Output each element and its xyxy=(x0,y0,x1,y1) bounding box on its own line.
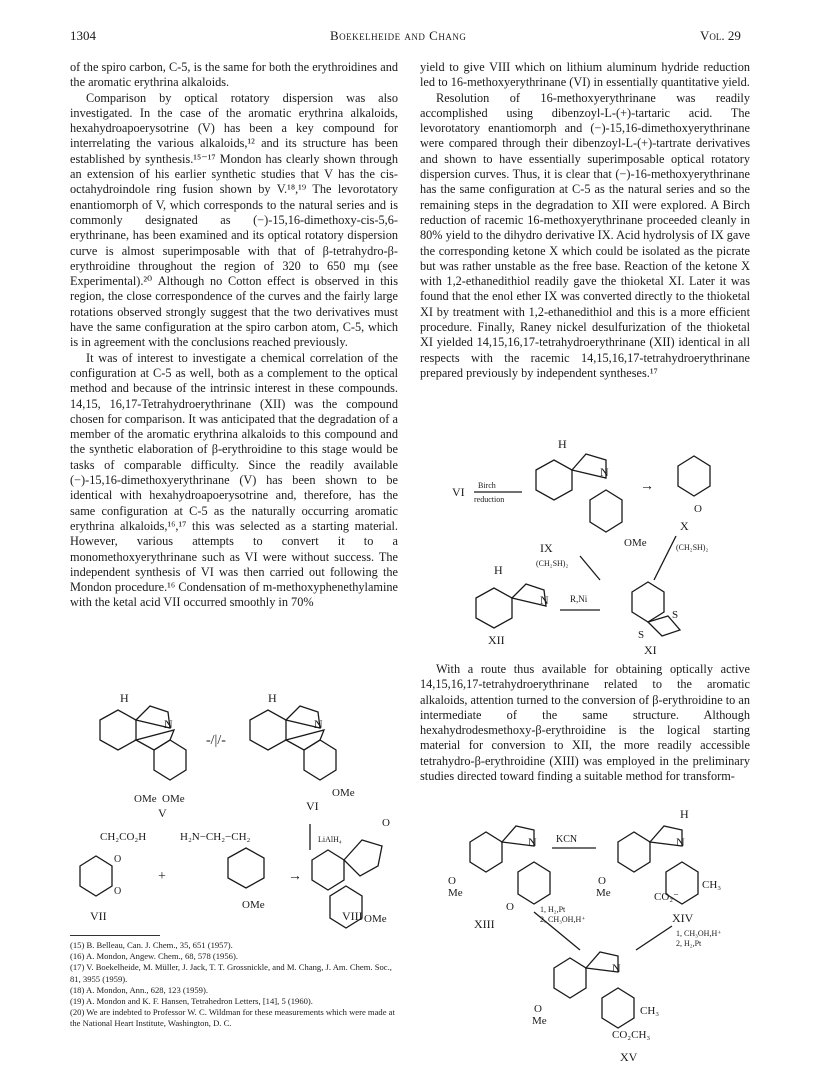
svg-text:CH₂CO₂H: CH₂CO₂H xyxy=(100,831,147,843)
svg-text:O: O xyxy=(534,1003,542,1015)
reagent-step-a1: 1, H₂,Pt xyxy=(540,905,566,914)
svg-text:O: O xyxy=(598,875,606,887)
svg-text:N: N xyxy=(540,593,549,607)
compound-label-V: V xyxy=(158,806,167,820)
volume-label: Vol. 29 xyxy=(700,28,741,43)
svg-text:Me: Me xyxy=(596,887,611,899)
reference-item: (15) B. Belleau, Can. J. Chem., 35, 651 (1957). xyxy=(70,940,233,950)
page-number: 1304 xyxy=(70,28,96,43)
paragraph: yield to give VIII which on lithium aluminum hydride reduction led to 16-methoxyerythrinane (VI) in essentially quantitative yield. xyxy=(420,60,750,90)
structure-XI xyxy=(632,582,680,657)
left-text-column xyxy=(70,60,398,611)
reference-item: (20) We are indebted to Professor W. C. Wildman for these measurements which were made at the National Heart Institute, Washington, D. C. xyxy=(70,1007,395,1029)
compound-label-XIV: XIV xyxy=(672,911,694,925)
svg-text:O: O xyxy=(448,875,456,887)
reagent-dithiol: (CH₂SH)₂ xyxy=(536,559,569,568)
compound-label-VI: VI xyxy=(306,799,319,813)
atom-label: N xyxy=(164,717,173,731)
svg-text:OMe: OMe xyxy=(364,913,387,925)
svg-text:H: H xyxy=(558,437,567,451)
svg-text:O: O xyxy=(506,901,514,913)
reference-item: (17) V. Boekelheide, M. Müller, J. Jack, T. T. Grossnickle, and M. Chang, J. Am. Chem. Soc., 81, 3955 (1959). xyxy=(70,962,392,984)
paragraph: It was of interest to investigate a chemical correlation of the configuration at C-5 as well, both as a complement to the optical method and because of the intrinsic interest in these compounds. 14,15, 16,17-Tetrahydroerythrinane (XII) was the compound chosen for comparison. It was anticipated that the degradation of a member of the aromatic erythrina alkaloids to this compound and the synthetic elaboration of β-erythroidine to this stage would be tasks of comparable difficulty. Since the readily available (−)-15,16-dimethoxyerythrinane (V) has been shown to be identical with hexahydroapoerysotrine and, therefore, has the same configuration at C-5 as the naturally occurring aromatic erythrina alkaloids,¹⁶,¹⁷ this was selected as a starting material. However, various attempts to convert it to a monomethoxyerythrinane such as VI were without success. The independent synthesis of VI was then carried out following the Mondon procedure.¹⁶ Condensation of m-methoxyphenethylamine with the ketal acid VII occurred smoothly in 70% xyxy=(70,350,398,610)
structure-XIV xyxy=(596,807,721,925)
svg-text:CO₂⁻: CO₂⁻ xyxy=(654,891,679,903)
reagent-reduction: reduction xyxy=(474,495,505,504)
references-footnotes xyxy=(70,935,400,1030)
blocked-arrow: -/|/- xyxy=(206,733,226,748)
reagent-step-b2: 2, H₂,Pt xyxy=(676,939,702,948)
scheme-2-structures xyxy=(440,437,740,657)
reference-item: (19) A. Mondon and K. F. Hansen, Tetrahedron Letters, [14], 5 (1960). xyxy=(70,996,313,1007)
right-text-column-top xyxy=(420,60,750,381)
svg-text:O: O xyxy=(694,503,702,515)
compound-label-XII: XII xyxy=(488,633,505,647)
structure-XII xyxy=(476,563,549,647)
compound-label-X: X xyxy=(680,519,689,533)
svg-text:S: S xyxy=(672,609,679,621)
svg-text:Me: Me xyxy=(532,1015,547,1027)
reference-item: (18) A. Mondon, Ann., 628, 123 (1959). xyxy=(70,984,208,995)
compound-label-XV: XV xyxy=(620,1050,638,1064)
svg-text:→: → xyxy=(640,479,654,494)
reagent-step-b1: 1, CH₃OH,H⁺ xyxy=(676,929,722,938)
svg-text:O: O xyxy=(382,817,390,829)
svg-text:N: N xyxy=(600,465,609,479)
svg-text:CO₂CH₃: CO₂CH₃ xyxy=(612,1029,651,1041)
scheme-3-structures xyxy=(440,800,750,1040)
svg-text:N: N xyxy=(528,835,537,849)
scheme-1-structures xyxy=(70,690,410,930)
amine-label: H₂N−CH₂−CH₂ xyxy=(180,831,251,843)
svg-text:CH₃: CH₃ xyxy=(702,879,722,891)
reference-item: (16) A. Mondon, Angew. Chem., 68, 578 (1956). xyxy=(70,951,238,962)
svg-text:N: N xyxy=(676,835,685,849)
structure-XIII xyxy=(448,826,550,931)
atom-label: OMe xyxy=(134,793,157,805)
running-head: Boekelheide and Chang xyxy=(330,28,467,43)
svg-text:H: H xyxy=(494,563,503,577)
compound-label-IX: IX xyxy=(540,541,553,555)
svg-text:N: N xyxy=(314,717,323,731)
atom-label: OMe xyxy=(162,793,185,805)
reagent-birch: Birch xyxy=(478,481,496,490)
svg-text:O: O xyxy=(114,886,122,897)
arrow: → xyxy=(288,869,302,884)
compound-label-XIII: XIII xyxy=(474,917,495,931)
paragraph: Resolution of 16-methoxyerythrinane was readily accomplished using dibenzoyl-L-(+)-tartaric acid. The levorotatory enantiomorph and (−)-15,16-dimethoxyerythrinane were compared through their dibenzoyl-L-(+)-tartrate derivatives and shown to have essentially superimposable optical rotatory dispersion curves. Thus, it is clear that (−)-16-methoxyerythrinane has the same configuration at C-5 as the natural series and so the remaining steps in the degradation to XII were explored. A Birch reduction of racemic 16-methoxyerythrinane proceeded cleanly in 80% yield to the dihydro derivative IX. Acid hydrolysis of IX gave the corresponding ketone X which could be isolated as the picrate but was rather unstable as the free base. Reaction of the ketone X with 1,2-ethanedithiol readily gave the thioketal XI. Later it was found that the enol ether IX was converted directly to the thioketal XI by treatment with 1,2-ethanedithiol and this is a more efficient procedure. Finally, Raney nickel desulfurization of the thioketal XI yielded 14,15,16,17-tetrahydroerythrinane (XII) identical in all respects with the racemic 14,15,16,17-tetrahydroerythrinane prepared previously by independent syntheses.¹⁷ xyxy=(420,90,750,380)
svg-text:(CH₂SH)₂: (CH₂SH)₂ xyxy=(676,543,709,552)
svg-text:CH₃: CH₃ xyxy=(640,1005,660,1017)
right-text-column-middle xyxy=(420,662,750,784)
structure-V xyxy=(100,691,186,820)
compound-label-VIII: VIII xyxy=(342,909,363,923)
atom-label: H xyxy=(120,691,129,705)
svg-text:H: H xyxy=(268,691,277,705)
svg-text:N: N xyxy=(612,961,621,975)
structure-X xyxy=(678,456,710,533)
plus-sign: + xyxy=(158,869,166,884)
svg-text:OMe: OMe xyxy=(624,537,647,549)
paragraph: Comparison by optical rotatory dispersion was also investigated. In the case of the aromatic erythrina alkaloids, hexahydroapoerysotrine (V) has been a key compound for interrelating the various alkaloids,¹² and its structure has been established by synthesis.¹⁵⁻¹⁷ Mondon has clearly shown through an extension of his earlier synthetic studies that V has the cis-octahydroindole ring fusion shown by V.¹⁸,¹⁹ The levorotatory enantiomorph of V, which corresponds to the natural series and is commonly designated as (−)-15,16-dimethoxy-cis-5,6-erythrinane, has been examined and its optical rotatory dispersion curve is almost superimposable with that of β-tetrahydro-β-erythroidine throughout the region of 320 to 650 mμ (see Experimental).²⁰ Although no Cotton effect is observed in this region, the close correspondence of the curves and the fairly large rotations observed strongly suggest that the two derivatives must have the same configuration at the spiro carbon atom, C-5, which is in agreement with the conclusions reached previously. xyxy=(70,90,398,350)
compound-label-XI: XI xyxy=(644,643,657,657)
structure-VII xyxy=(80,831,146,923)
reagent-raney-nickel: R,Ni xyxy=(570,594,588,604)
footnote-rule xyxy=(70,935,160,936)
paragraph: of the spiro carbon, C-5, is the same for both the erythroidines and the aromatic erythrina alkaloids. xyxy=(70,60,398,90)
compound-label-VI: VI xyxy=(452,485,465,499)
structure-VIII xyxy=(312,817,390,928)
svg-text:OMe: OMe xyxy=(242,899,265,911)
reagent-lialh4: LiAlH₄ xyxy=(318,835,342,844)
compound-label-VII: VII xyxy=(90,909,107,923)
reagent-step-a2: 2, CH₃OH,H⁺ xyxy=(540,915,586,924)
reagent-kcn: KCN xyxy=(556,834,578,845)
structure-VI xyxy=(250,691,355,813)
svg-text:H: H xyxy=(680,807,689,821)
structure-XV xyxy=(532,952,659,1041)
paragraph: With a route thus available for obtaining optically active 14,15,16,17-tetrahydroerythrinane related to the aromatic alkaloids, attention turned to the conversion of β-erythroidine to an intermediate of the same structure. Although hexahydrodesmethoxy-β-erythroidine is the logical starting material for conversion to XII, the more readily accessible tetrahydro-β-erythroidine (XIII) was employed in the preliminary studies directed toward finding a suitable method for transform- xyxy=(420,662,750,784)
svg-text:S: S xyxy=(638,629,645,641)
svg-text:O: O xyxy=(114,854,122,865)
structure-IX xyxy=(536,437,647,555)
svg-text:Me: Me xyxy=(448,887,463,899)
svg-text:OMe: OMe xyxy=(332,787,355,799)
